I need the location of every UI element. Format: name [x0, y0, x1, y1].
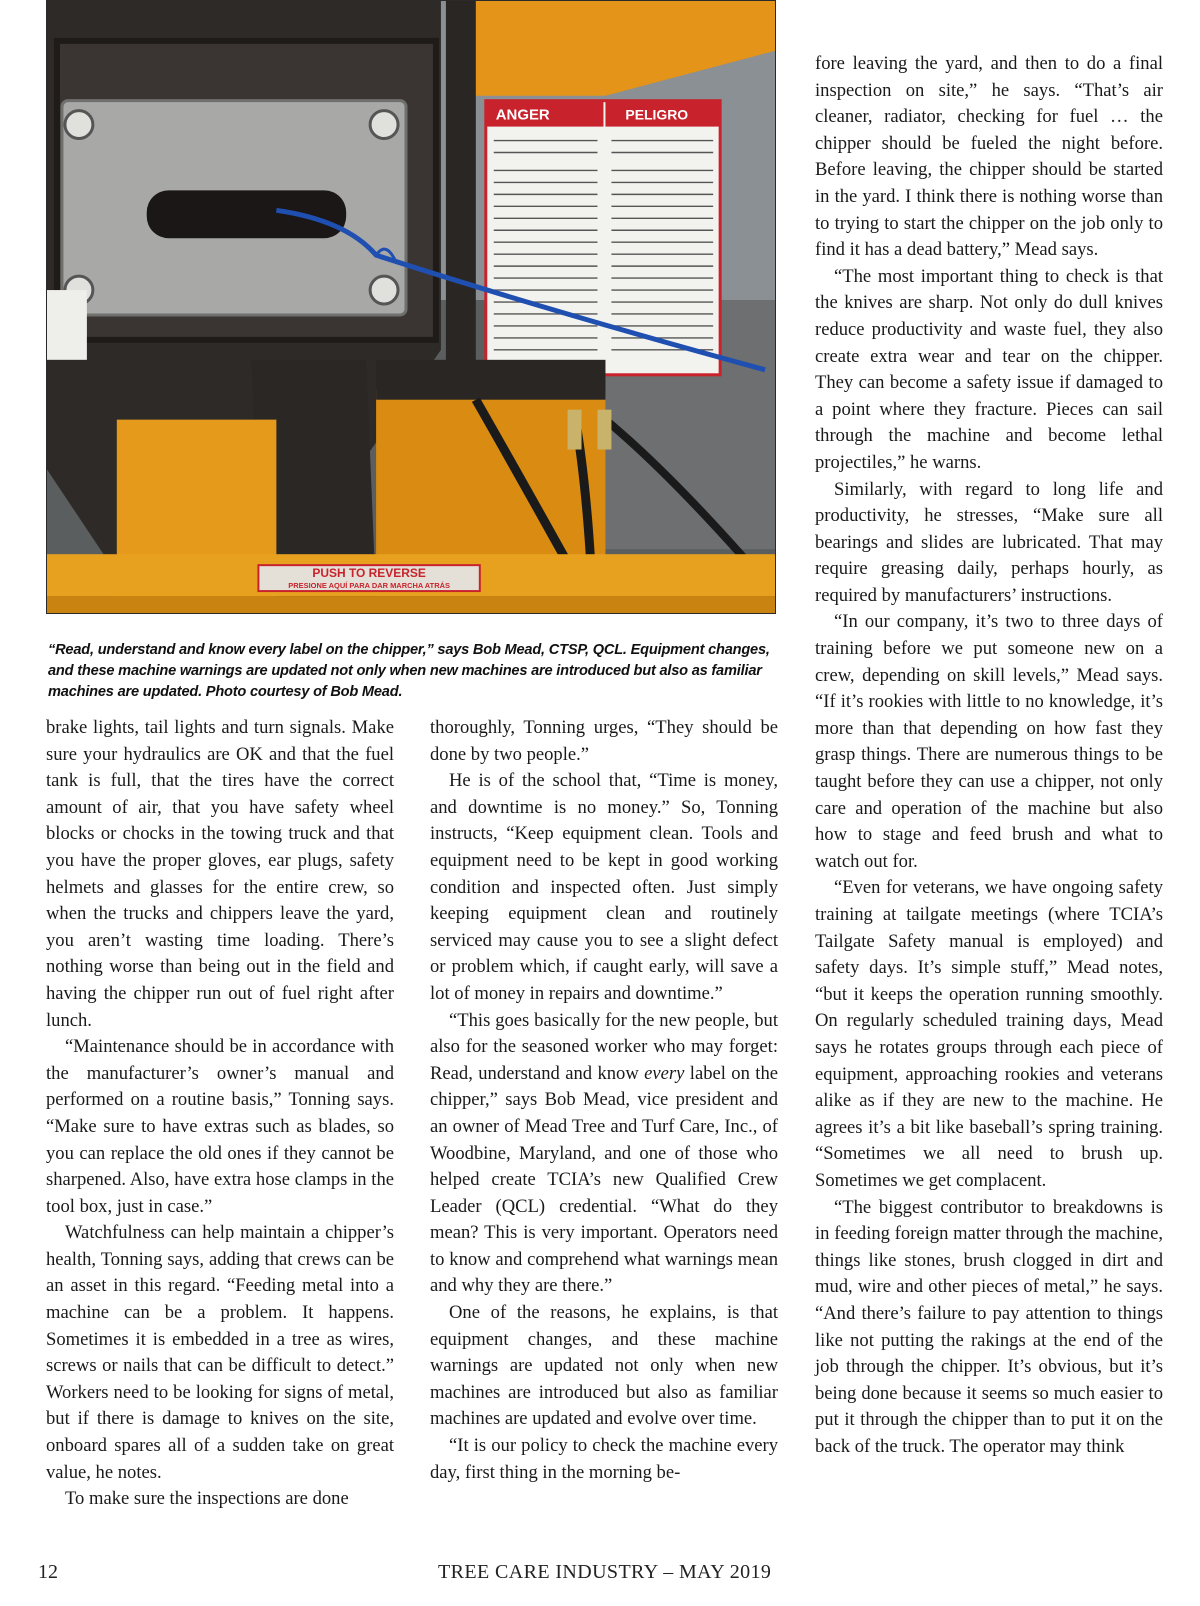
paragraph: Similarly, with regard to long life and productivity, he stresses, “Make sure all bearings and slides are lubricated. That may require greasing daily, perhaps hourly, as required by manufacturers’ instructions.	[815, 478, 1163, 606]
paragraph-text: “This goes basically for the new people, but also for the seasoned worker who may forget: Read, understand and know	[430, 1009, 778, 1084]
paragraph: thoroughly, Tonning urges, “They should be done by two people.”	[430, 717, 778, 765]
paragraph: brake lights, tail lights and turn signals. Make sure your hydraulics are OK and that the fuel tank is full, that the tires have the correct amount of air, that you have safety wheel blocks or chocks in the towing truck and that you have the proper gloves, ear plugs, safety helmets and glasses for the entire crew, so when the trucks and chippers leave the yard, you aren’t wasting time loading. There’s nothing worse than being out in the field and having the chipper run out of fuel right after lunch.	[46, 717, 394, 1031]
article-column-3	[815, 51, 1163, 1460]
push-to-reverse-es-text: PRESIONE AQUÍ PARA DAR MARCHA ATRÁS	[288, 581, 450, 591]
paragraph: Watchfulness can help maintain a chipper’s health, Tonning says, adding that crews can be an asset in this regard. “Feeding metal into a machine can be a problem. It happens. Sometimes it is embedded in a tree as wires, screws or nails that can be difficult to detect.” Workers need to be looking for signs of metal, but if there is damage to knives on the site, onboard spares all of a sudden take on great value, he notes.	[46, 1222, 394, 1483]
paragraph: “Even for veterans, we have ongoing safety training at tailgate meetings (where TCIA’s Tailgate Safety manual is employed) and safety days. It’s simple stuff,” Mead notes, “but it keeps the operation running smoothly. On regularly scheduled training days, Mead says he rotates groups through each piece of equipment, approaching rookies and veterans alike as if they are new to the machine. He agrees it’s a bit like baseball’s spring training. “Sometimes we all need to brush up. Sometimes we get complacent.	[815, 877, 1163, 1191]
publication-footer: TREE CARE INDUSTRY – MAY 2019	[438, 1561, 772, 1583]
emphasis-text: every	[644, 1062, 685, 1084]
paragraph: “In our company, it’s two to three days of training before we put someone new on a crew, depending on skill levels,” Mead says. “If it’s rookies with little to no knowledge, it’s more than that depending on how fast they grasp things. There are numerous things to be taught before they can use a chipper, not only care and operation of the machine but also how to stage and feed brush and what to watch out for.	[815, 611, 1163, 872]
paragraph: “The biggest contributor to breakdowns is in feeding foreign matter through the machine, things like stones, brush clogged in dirt and mud, wire and other pieces of metal,” he says. “And there’s failure to pay attention to things like not putting the rakings at the end of the job through the chipper. It’s obvious, but it’s being done because it seems so much easier to put it through the chipper than to put it on the back of the truck. The operator may think	[815, 1196, 1163, 1457]
chipper-photo	[46, 0, 776, 614]
paragraph: One of the reasons, he explains, is that equipment changes, and these machine warnings are updated not only when new machines are introduced but also as familiar machines are updated and evolve over time.	[430, 1302, 778, 1430]
article-column-2	[430, 715, 778, 1486]
photo-caption: “Read, understand and know every label on the chipper,” says Bob Mead, CTSP, QCL. Equipment changes, and these machine warnings are updated not only when new machines are introduced but also as familiar machines are updated. Photo courtesy of Bob Mead.	[48, 642, 770, 700]
paragraph: “The most important thing to check is that the knives are sharp. Not only do dull knives reduce productivity and waste fuel, they also create extra wear and tear on the chipper. They can become a safety issue if damaged to a point where they fracture. Pieces can sail through the machine and become lethal projectiles,” he warns.	[815, 265, 1163, 473]
paragraph: “Maintenance should be in accordance with the manufacturer’s owner’s manual and performed on a routine basis,” Tonning says. “Make sure to have extras such as blades, so you can replace the old ones if they cannot be sharpened. Also, have extra hose clamps in the tool box, just in case.”	[46, 1036, 394, 1217]
paragraph	[430, 1008, 778, 1301]
paragraph: fore leaving the yard, and then to do a final inspection on site,” he says. “That’s air cleaner, radiator, checking for fuel … the chipper should be fueled the night before. Before leaving, the chipper should be started in the yard. I think there is nothing worse than to trying to start the chipper on the job only to find it has a dead battery,” Mead says.	[815, 53, 1163, 261]
push-to-reverse-text: PUSH TO REVERSE	[312, 566, 426, 581]
label-peligro-text: PELIGRO	[625, 106, 689, 123]
article-column-1	[46, 715, 394, 1513]
label-danger-text: ANGER	[495, 106, 550, 124]
paragraph: He is of the school that, “Time is money, and downtime is no money.” So, Tonning instructs, “Keep equipment clean. Tools and equipment need to be kept in good working condition and inspected often. Just simply keeping equipment clean and routinely serviced may cause you to see a slight defect or problem which, if caught early, will save a lot of money in repairs and downtime.”	[430, 770, 778, 1004]
paragraph-text: label on the chipper,” says Bob Mead, vice president and an owner of Mead Tree and Turf Care, Inc., of Woodbine, Maryland, and one of those who helped create TCIA’s new Qualified Crew Leader (QCL) credential. “What do they mean? This is very important. Operators need to know and comprehend what warnings mean and why they are there.”	[430, 1062, 779, 1297]
paragraph: To make sure the inspections are done	[65, 1488, 349, 1510]
chipper-photo-icon	[47, 1, 775, 613]
page-number: 12	[38, 1561, 58, 1583]
paragraph: “It is our policy to check the machine every day, first thing in the morning be-	[430, 1435, 778, 1483]
